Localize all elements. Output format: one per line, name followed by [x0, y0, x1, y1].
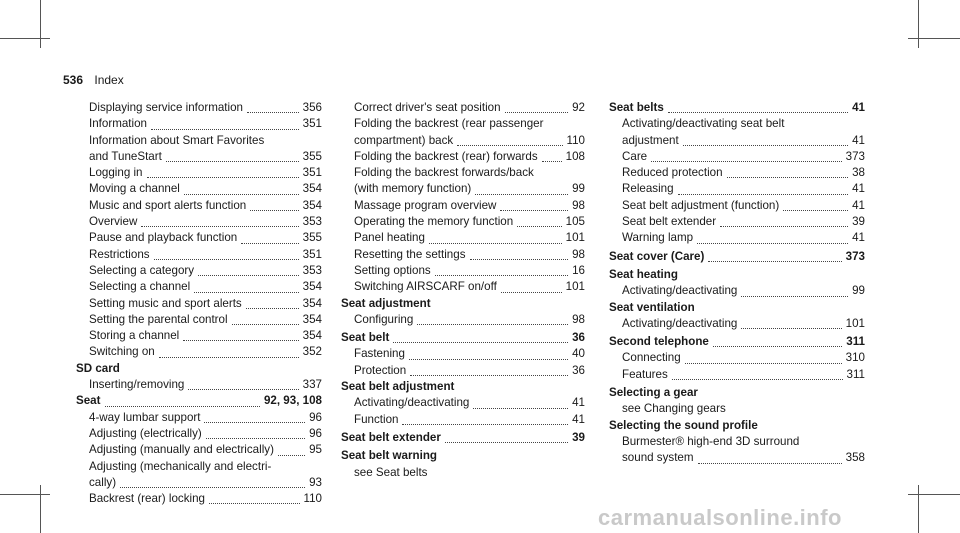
entry-text: Inserting/removing — [89, 378, 185, 392]
dot-leader — [741, 284, 848, 297]
index-entry — [76, 328, 322, 344]
dot-leader — [183, 328, 298, 341]
entry-text: Activating/deactivating — [622, 316, 738, 330]
dot-leader — [683, 133, 848, 146]
dot-leader — [720, 214, 848, 227]
entry-text: and TuneStart — [89, 149, 162, 163]
entry-text: (with memory function) — [354, 182, 472, 196]
index-heading — [76, 393, 322, 409]
page-reference: 95 — [309, 443, 322, 457]
entry-text: Resetting the settings — [354, 247, 466, 261]
dot-leader — [166, 149, 299, 162]
page-reference: 105 — [565, 215, 585, 229]
index-entry — [609, 214, 865, 230]
page-reference: 352 — [302, 345, 322, 359]
index-entry — [341, 412, 585, 428]
index-entry — [76, 247, 322, 263]
crop-mark — [908, 38, 960, 39]
index-entry — [341, 312, 585, 328]
section-title: Index — [94, 73, 124, 87]
dot-leader — [475, 182, 568, 195]
dot-leader — [708, 249, 841, 262]
page-reference: 354 — [302, 198, 322, 212]
entry-text: Seat ventilation — [609, 300, 695, 314]
dot-leader — [410, 363, 568, 376]
entry-text: Activating/deactivating — [622, 284, 738, 298]
entry-text: Panel heating — [354, 231, 425, 245]
page-reference: 41 — [572, 412, 585, 426]
page-reference: 101 — [565, 280, 585, 294]
entry-text: Selecting a category — [89, 263, 195, 277]
index-heading — [341, 379, 585, 395]
entry-text: Burmester® high-end 3D surround — [622, 434, 800, 448]
index-entry — [76, 198, 322, 214]
entry-text: Operating the memory function — [354, 215, 514, 229]
entry-text: Configuring — [354, 312, 414, 326]
dot-leader — [204, 410, 305, 423]
page-reference: 41 — [852, 182, 865, 196]
page-reference: 354 — [302, 280, 322, 294]
index-entry — [609, 133, 865, 149]
entry-text: Care — [622, 149, 648, 163]
entry-text: Seat heating — [609, 267, 678, 281]
index-entry — [76, 377, 322, 393]
index-entry — [609, 149, 865, 165]
dot-leader — [241, 231, 298, 244]
entry-text: Features — [622, 367, 668, 381]
dot-leader — [651, 149, 842, 162]
dot-leader — [198, 263, 299, 276]
entry-text: see Changing gears — [622, 402, 726, 416]
index-heading — [609, 300, 865, 316]
entry-text: Seat cover (Care) — [609, 249, 705, 263]
entry-text: Information — [89, 117, 147, 131]
entry-text: Selecting a channel — [89, 280, 191, 294]
page-reference: 354 — [302, 312, 322, 326]
index-entry — [76, 426, 322, 442]
page-reference: 351 — [302, 166, 322, 180]
entry-text: compartment) back — [354, 133, 454, 147]
dot-leader — [188, 377, 298, 390]
dot-leader — [697, 231, 848, 244]
entry-text: Pause and playback function — [89, 231, 238, 245]
entry-text: Switching AIRSCARF on/off — [354, 280, 497, 294]
page-reference: 41 — [852, 198, 865, 212]
entry-text: Function — [354, 412, 399, 426]
page-reference: 310 — [845, 351, 865, 365]
dot-leader — [727, 165, 849, 178]
index-heading — [609, 418, 865, 434]
entry-text: cally) — [89, 475, 117, 489]
entry-text: Setting music and sport alerts — [89, 296, 242, 310]
crop-mark — [918, 485, 919, 533]
entry-text: Folding the backrest forwards/back — [354, 166, 534, 180]
index-entry — [76, 263, 322, 279]
index-entry — [609, 350, 865, 366]
entry-text: Storing a channel — [89, 329, 180, 343]
index-heading — [341, 430, 585, 446]
index-heading — [609, 385, 865, 401]
entry-text: Seat belt adjustment (function) — [622, 198, 780, 212]
page-reference: 40 — [572, 347, 585, 361]
watermark: carmanualsonline.info — [598, 505, 842, 530]
index-entry — [341, 263, 585, 279]
page-reference: 373 — [845, 249, 865, 263]
index-entry — [609, 116, 865, 132]
index-heading — [609, 249, 865, 265]
page-reference: 96 — [309, 426, 322, 440]
page-reference: 355 — [302, 149, 322, 163]
dot-leader — [184, 182, 299, 195]
index-entry — [76, 230, 322, 246]
entry-text: Folding the backrest (rear) forwards — [354, 149, 538, 163]
index-entry — [76, 442, 322, 458]
page-reference: 355 — [302, 231, 322, 245]
index-entry — [609, 434, 865, 450]
dot-leader — [435, 263, 568, 276]
page-reference: 36 — [572, 331, 585, 345]
index-entry — [76, 165, 322, 181]
page-reference: 99 — [572, 182, 585, 196]
dot-leader — [247, 100, 299, 113]
index-entry — [76, 100, 322, 116]
entry-text: SD card — [76, 361, 120, 375]
page-reference: 351 — [302, 247, 322, 261]
page-reference: 92 — [572, 101, 585, 114]
entry-text: Logging in — [89, 166, 143, 180]
index-entry — [341, 133, 585, 149]
dot-leader — [517, 214, 561, 227]
page-reference: 337 — [302, 378, 322, 392]
dot-leader — [232, 312, 299, 325]
crop-mark — [40, 0, 41, 48]
index-entry — [341, 346, 585, 362]
entry-text: see Seat belts — [354, 465, 428, 479]
index-entry — [76, 459, 322, 475]
entry-text: Overview — [89, 215, 138, 229]
index-entry — [76, 181, 322, 197]
entry-text: sound system — [622, 451, 694, 465]
page-reference: 41 — [852, 231, 865, 245]
dot-leader — [501, 280, 562, 293]
index-heading — [341, 448, 585, 464]
index-entry — [341, 165, 585, 181]
dot-leader — [542, 149, 562, 162]
entry-text: Switching on — [89, 345, 155, 359]
entry-text: Selecting the sound profile — [609, 418, 758, 432]
index-entry — [609, 367, 865, 383]
entry-text: 4-way lumbar support — [89, 410, 201, 424]
page-reference: 98 — [572, 198, 585, 212]
entry-text: Releasing — [622, 182, 674, 196]
crop-mark — [40, 485, 41, 533]
page-reference: 354 — [302, 329, 322, 343]
dot-leader — [457, 133, 562, 146]
page-reference: 96 — [309, 410, 322, 424]
dot-leader — [278, 443, 305, 456]
dot-leader — [685, 351, 842, 364]
dot-leader — [409, 347, 568, 360]
index-entry — [341, 465, 585, 481]
index-entry — [341, 214, 585, 230]
dot-leader — [445, 430, 568, 443]
page-reference: 353 — [302, 215, 322, 229]
entry-text: Protection — [354, 363, 407, 377]
page-reference: 108 — [565, 149, 585, 163]
page-reference: 38 — [852, 166, 865, 180]
index-heading — [341, 296, 585, 312]
dot-leader — [154, 247, 299, 260]
dot-leader — [147, 165, 299, 178]
entry-text: Adjusting (electrically) — [89, 426, 202, 440]
index-entry — [341, 116, 585, 132]
index-entry — [76, 475, 322, 491]
index-entry — [76, 214, 322, 230]
dot-leader — [713, 334, 842, 347]
index-entry — [341, 100, 585, 116]
dot-leader — [120, 475, 305, 488]
page-reference: 311 — [846, 335, 865, 349]
dot-leader — [206, 426, 305, 439]
index-entry — [341, 363, 585, 379]
dot-leader — [393, 330, 568, 343]
entry-text: Second telephone — [609, 335, 709, 349]
index-heading — [341, 330, 585, 346]
entry-text: Seat belt adjustment — [341, 380, 455, 394]
dot-leader — [668, 100, 848, 113]
index-column-1 — [76, 100, 322, 507]
entry-text: Massage program overview — [354, 198, 497, 212]
index-column-2 — [341, 100, 585, 481]
dot-leader — [194, 280, 298, 293]
dot-leader — [151, 117, 299, 130]
crop-mark — [918, 0, 919, 48]
index-entry — [341, 395, 585, 411]
entry-text: Activating/deactivating — [354, 396, 470, 410]
entry-text: Seat belt — [341, 331, 390, 345]
dot-leader — [250, 198, 298, 211]
dot-leader — [402, 412, 568, 425]
page-reference: 98 — [572, 312, 585, 326]
index-entry — [76, 133, 322, 149]
entry-text: Setting the parental control — [89, 312, 228, 326]
dot-leader — [505, 100, 569, 113]
crop-mark — [0, 494, 50, 495]
dot-leader — [209, 491, 300, 504]
page-reference: 110 — [303, 492, 322, 506]
entry-text: Displaying service information — [89, 101, 244, 114]
page-reference: 92, 93, 108 — [263, 394, 322, 408]
crop-mark — [0, 38, 50, 39]
index-entry — [341, 279, 585, 295]
page-reference: 354 — [302, 296, 322, 310]
index-heading — [609, 100, 865, 116]
page-reference: 353 — [302, 263, 322, 277]
page-number: 536 — [63, 73, 84, 87]
page-header — [63, 73, 124, 87]
index-entry — [609, 165, 865, 181]
dot-leader — [246, 296, 299, 309]
page-reference: 101 — [565, 231, 585, 245]
entry-text: Fastening — [354, 347, 405, 361]
page-reference: 351 — [302, 117, 322, 131]
entry-text: Correct driver's seat position — [354, 101, 501, 114]
dot-leader — [698, 451, 842, 464]
dot-leader — [105, 394, 260, 407]
index-entry — [609, 181, 865, 197]
entry-text: Seat adjustment — [341, 296, 431, 310]
dot-leader — [159, 345, 299, 358]
entry-text: Seat belt warning — [341, 449, 437, 463]
page-reference: 39 — [572, 430, 585, 444]
index-entry — [341, 230, 585, 246]
index-entry — [76, 491, 322, 507]
index-column-3 — [609, 100, 865, 467]
index-entry — [609, 283, 865, 299]
page-reference: 110 — [566, 133, 585, 147]
page-reference: 41 — [572, 396, 585, 410]
dot-leader — [672, 367, 843, 380]
entry-text: Adjusting (manually and electrically) — [89, 443, 274, 457]
entry-text: Backrest (rear) locking — [89, 492, 205, 506]
page-reference: 101 — [845, 316, 865, 330]
page-reference: 99 — [852, 284, 865, 298]
crop-mark — [908, 494, 960, 495]
dot-leader — [783, 198, 848, 211]
index-heading — [609, 334, 865, 350]
index-entry — [341, 181, 585, 197]
entry-text: Connecting — [622, 351, 681, 365]
entry-text: Selecting a gear — [609, 386, 698, 400]
entry-text: Folding the backrest (rear passenger — [354, 117, 544, 131]
index-entry — [609, 316, 865, 332]
index-heading — [76, 361, 322, 377]
dot-leader — [470, 247, 569, 260]
entry-text: Moving a channel — [89, 182, 180, 196]
index-heading — [609, 267, 865, 283]
entry-text: Adjusting (mechanically and electri- — [89, 459, 272, 473]
page-reference: 98 — [572, 247, 585, 261]
index-entry — [609, 230, 865, 246]
index-entry — [341, 149, 585, 165]
entry-text: Warning lamp — [622, 231, 694, 245]
dot-leader — [500, 198, 568, 211]
dot-leader — [141, 214, 298, 227]
entry-text: Seat — [76, 394, 101, 408]
index-entry — [76, 149, 322, 165]
entry-text: Seat belts — [609, 101, 664, 114]
page-reference: 311 — [846, 367, 865, 381]
page-reference: 39 — [852, 215, 865, 229]
index-entry — [609, 401, 865, 417]
page-reference: 373 — [845, 149, 865, 163]
entry-text: Reduced protection — [622, 166, 723, 180]
index-entry — [76, 312, 322, 328]
page-reference: 358 — [845, 451, 865, 465]
entry-text: Information about Smart Favorites — [89, 133, 265, 147]
index-entry — [609, 450, 865, 466]
page-reference: 354 — [302, 182, 322, 196]
entry-text: Restrictions — [89, 247, 150, 261]
index-entry — [76, 116, 322, 132]
page-reference: 36 — [572, 363, 585, 377]
index-entry — [341, 247, 585, 263]
page-reference: 41 — [852, 133, 865, 147]
dot-leader — [429, 231, 562, 244]
index-entry — [76, 410, 322, 426]
index-entry — [76, 344, 322, 360]
entry-text: Setting options — [354, 263, 431, 277]
entry-text: adjustment — [622, 133, 679, 147]
entry-text: Seat belt extender — [341, 430, 441, 444]
page-reference: 356 — [302, 101, 322, 114]
dot-leader — [417, 312, 568, 325]
entry-text: Music and sport alerts function — [89, 198, 247, 212]
page-reference: 16 — [572, 263, 585, 277]
page-reference: 93 — [309, 475, 322, 489]
index-entry — [76, 279, 322, 295]
entry-text: Activating/deactivating seat belt — [622, 117, 785, 131]
dot-leader — [678, 182, 849, 195]
index-entry — [341, 198, 585, 214]
index-entry — [609, 198, 865, 214]
index-entry — [76, 296, 322, 312]
dot-leader — [473, 396, 568, 409]
dot-leader — [741, 316, 841, 329]
entry-text: Seat belt extender — [622, 215, 717, 229]
page-reference: 41 — [852, 101, 865, 114]
